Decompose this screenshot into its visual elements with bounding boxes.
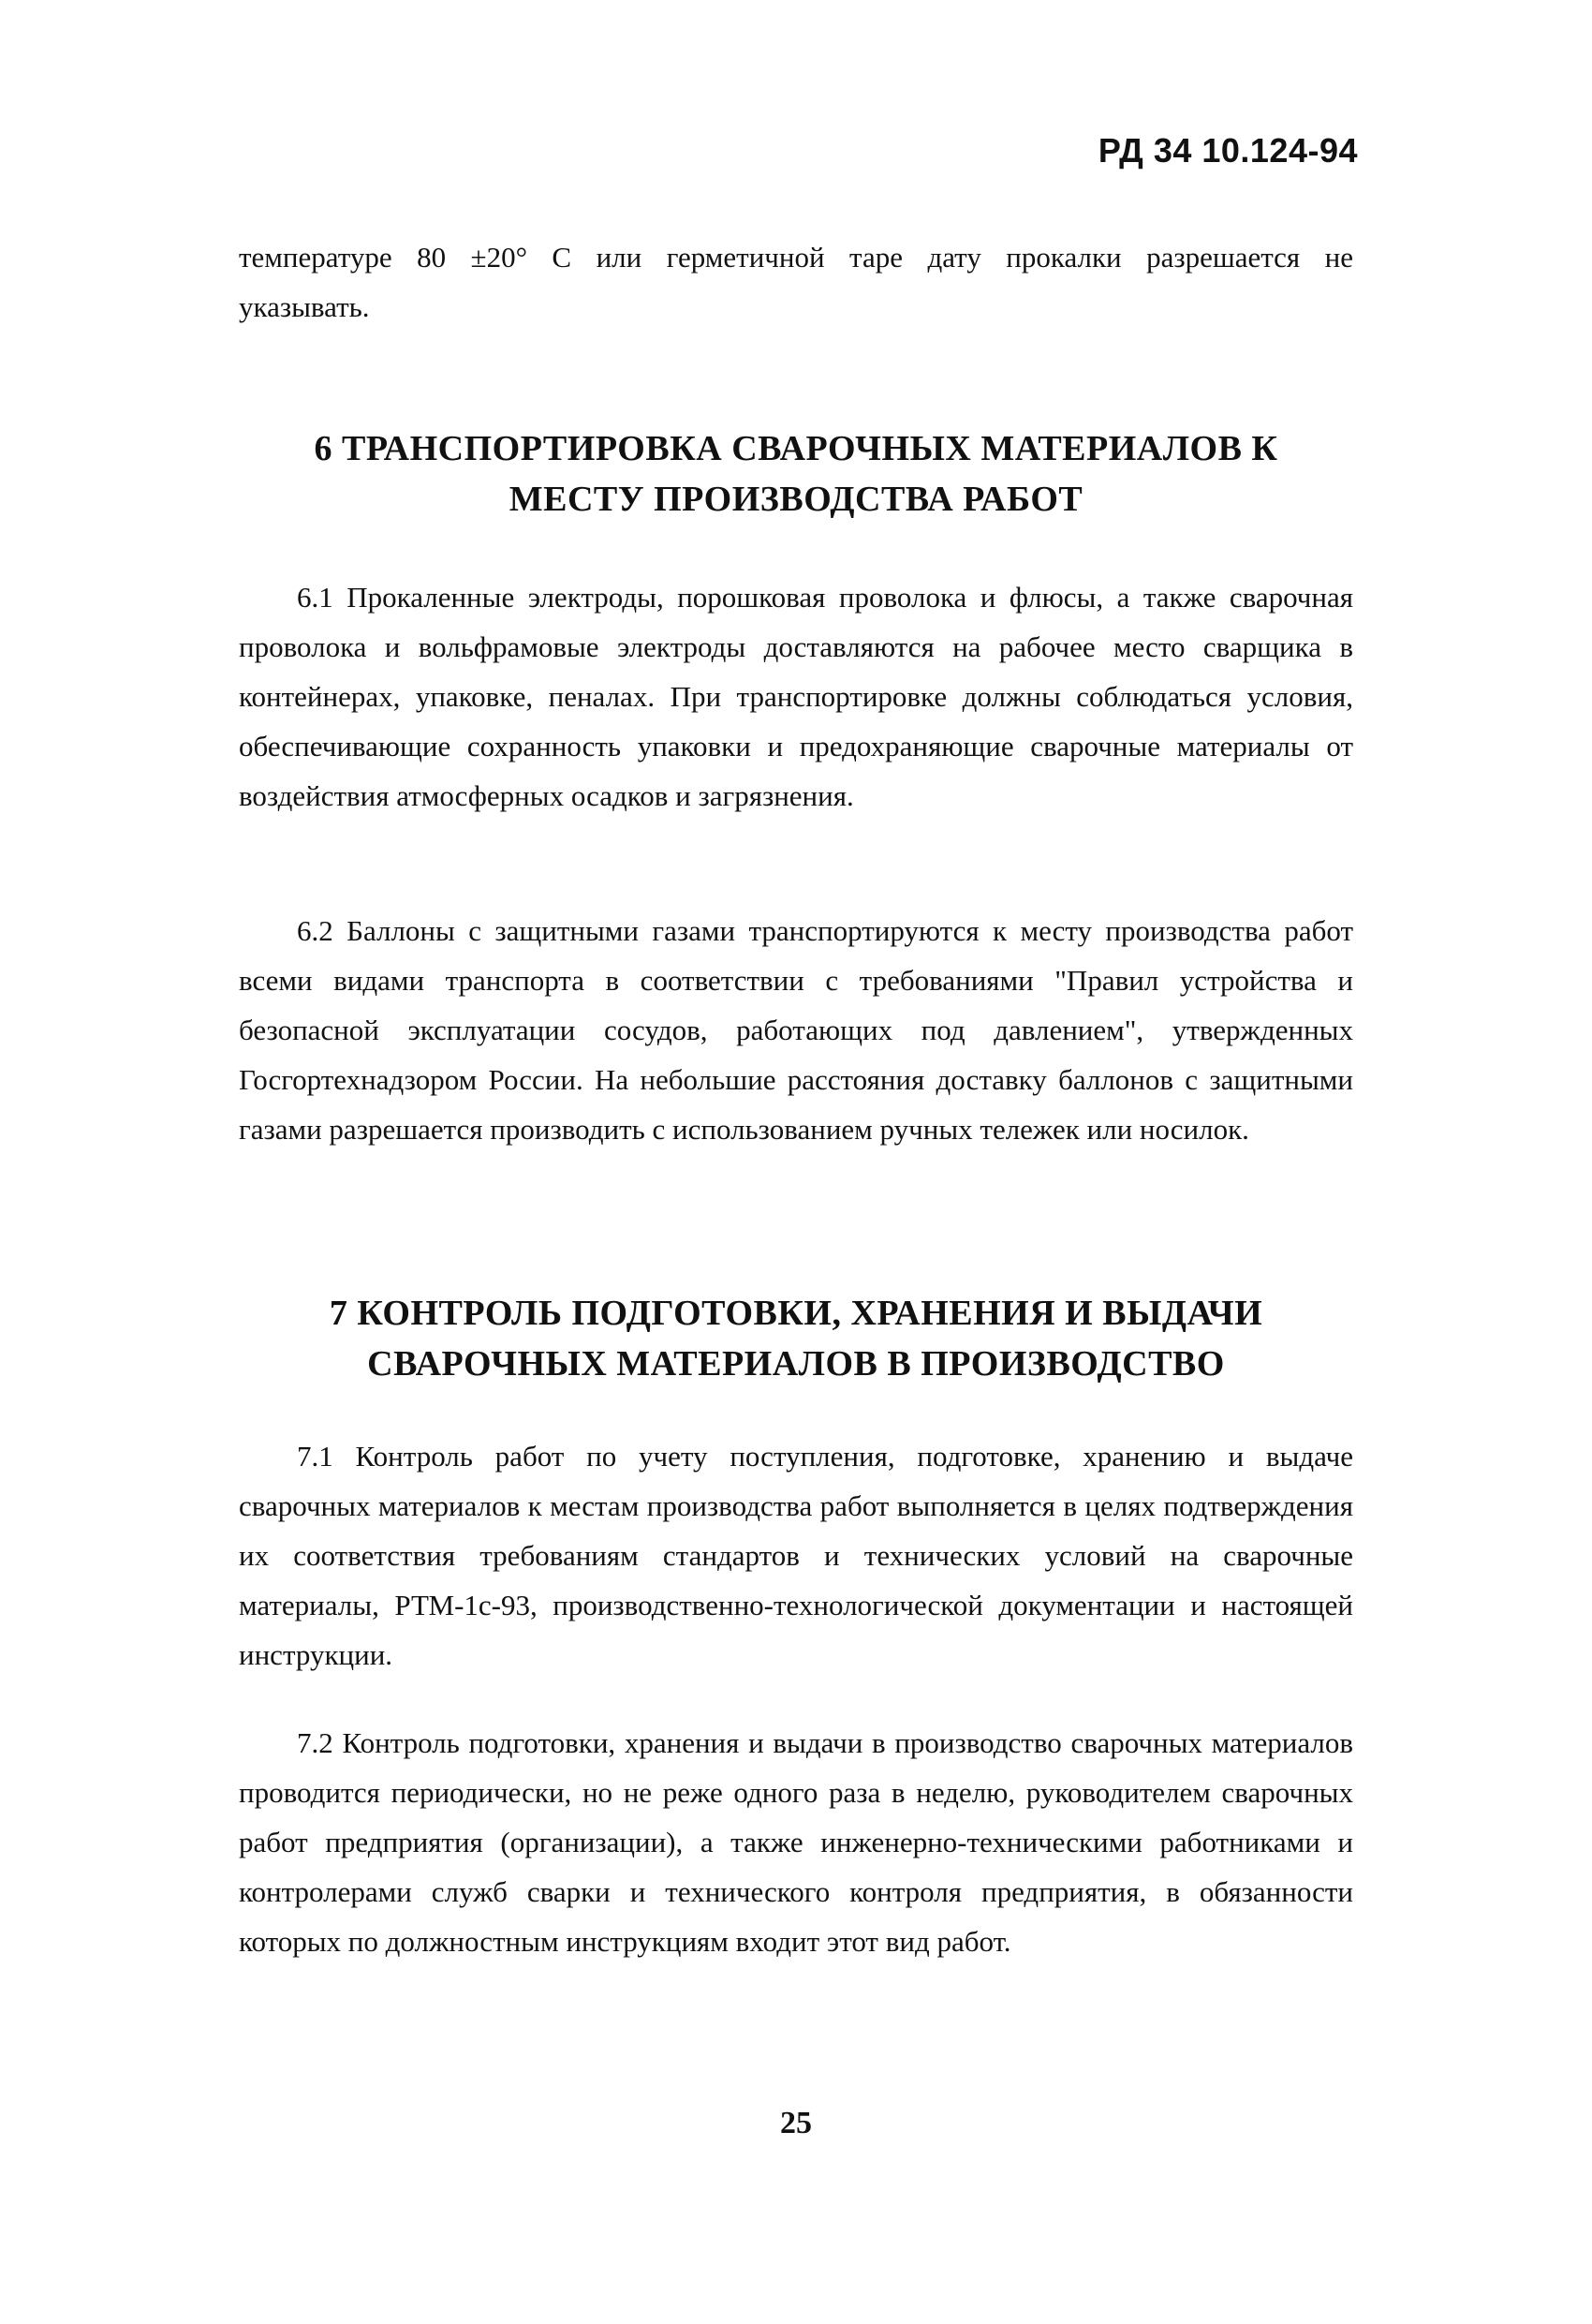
section-7-heading	[239, 1288, 1353, 1389]
section-7-heading-line-1: 7 КОНТРОЛЬ ПОДГОТОВКИ, ХРАНЕНИЯ И ВЫДАЧИ	[329, 1294, 1263, 1333]
page-number: 25	[780, 2106, 812, 2140]
paragraph-6-2: 6.2 Баллоны с защитными газами транспортируются к месту производства работ всеми видами транспорта в соответствии с требованиями "Правил устройства и безопасной эксплуатации сосудов, работающих под давлением", утвержденных Госгортехнадзором России. На небольшие расстояния доставку баллонов с защитными газами разрешается производить с использованием ручных тележек или носилок.	[239, 914, 1353, 1146]
paragraph-7-1: 7.1 Контроль работ по учету поступления, подготовке, хранению и выдаче сварочных материалов к местам производства работ выполняется в целях подтверждения их соответствия требованиям стандартов и технических условий на сварочные материалы, РТМ-1с-93, производственно-технологической документации и настоящей инструкции.	[239, 1440, 1353, 1671]
document-code: РД 34 10.124-94	[1098, 131, 1358, 170]
section-6-heading	[239, 423, 1353, 525]
paragraph-6-1: 6.1 Прокаленные электроды, порошковая проволока и флюсы, а также сварочная проволока и вольфрамовые электроды доставляются на рабочее место сварщика в контейнерах, упаковке, пеналах. При транспортировке должны соблюдаться условия, обеспечивающие сохранность упаковки и предохраняющие сварочные материалы от воздействия атмосферных осадков и загрязнения.	[239, 581, 1353, 812]
section-7-heading-line-2: СВАРОЧНЫХ МАТЕРИАЛОВ В ПРОИЗВОДСТВО	[367, 1344, 1225, 1384]
section-6-heading-line-2: МЕСТУ ПРОИЗВОДСТВА РАБОТ	[509, 480, 1083, 519]
paragraph-7-2: 7.2 Контроль подготовки, хранения и выдачи в производство сварочных материалов проводится периодически, но не реже одного раза в неделю, руководителем сварочных работ предприятия (организации), а также инженерно-техническими работниками и контролерами служб сварки и технического контроля предприятия, в обязанности которых по должностным инструкциям входит этот вид работ.	[239, 1726, 1353, 1958]
continuation-paragraph: температуре 80 ±20° С или герметичной таре дату прокалки разрешается не указывать.	[239, 241, 1353, 323]
section-6-heading-line-1: 6 ТРАНСПОРТИРОВКА СВАРОЧНЫХ МАТЕРИАЛОВ К	[314, 429, 1278, 468]
